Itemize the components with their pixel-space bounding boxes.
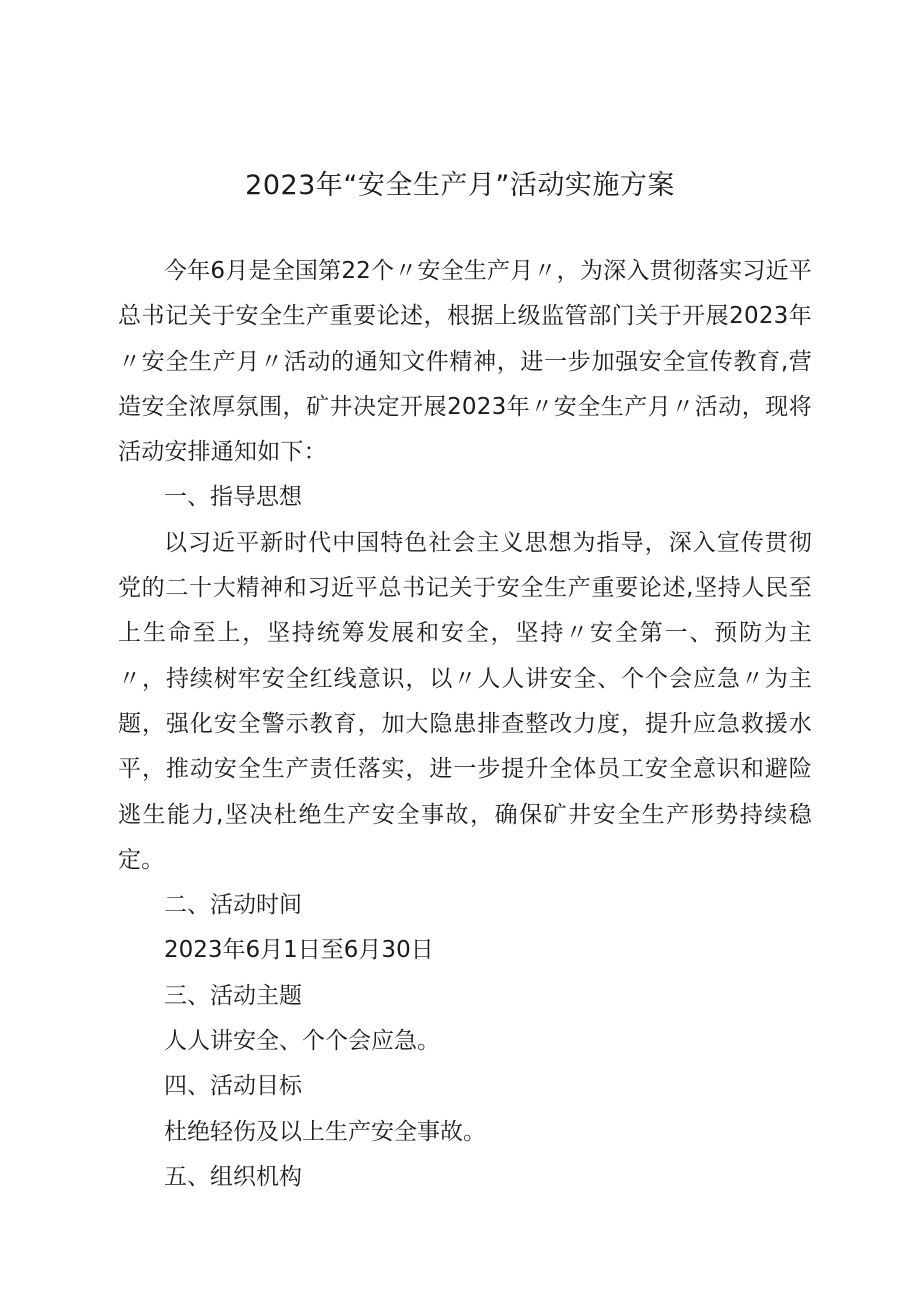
section-content-activity-time: 2023年6月1日至6月30日 — [164, 937, 434, 964]
section-heading-activity-goal: 四、活动目标 — [164, 1073, 302, 1100]
intro-paragraph: 今年6月是全国第22个〃安全生产月〃，为深入贯彻落实习近平总书记关于安全生产重要论述，根据上级监管部门关于开展2023年〃安全生产月〃活动的通知文件精神，进一步加强安全宣传教育,营造安全浓厚氛围，矿井决定开展2023年〃安全生产月〃活动，现将活动安排通知如下： — [118, 258, 812, 466]
section-content-guiding-ideology: 以习近平新时代中国特色社会主义思想为指导，深入宣传贯彻党的二十大精神和习近平总书记关于安全生产重要论述,坚持人民至上生命至上，坚持统筹发展和安全，坚持〃安全第一、预防为主〃，持续树牢安全红线意识，以〃人人讲安全、个个会应急〃为主题，强化安全警示教育，加大隐患排查整改力度，提升应急救援水平，推动安全生产责任落实，进一步提升全体员工安全意识和避险逃生能力,坚决杜绝生产安全事故，确保矿井安全生产形势持续稳定。 — [118, 529, 812, 873]
document-body — [118, 249, 812, 1200]
section-heading-activity-time: 二、活动时间 — [164, 892, 302, 919]
section-heading-guiding-ideology: 一、指导思想 — [164, 484, 302, 511]
section-heading-activity-theme: 三、活动主题 — [164, 982, 302, 1009]
document-title: 2023年“安全生产月”活动实施方案 — [245, 170, 675, 201]
section-content-activity-theme: 人人讲安全、个个会应急。 — [164, 1028, 440, 1055]
section-heading-organization: 五、组织机构 — [164, 1163, 302, 1190]
section-content-activity-goal: 杜绝轻伤及以上生产安全事故。 — [164, 1118, 486, 1145]
